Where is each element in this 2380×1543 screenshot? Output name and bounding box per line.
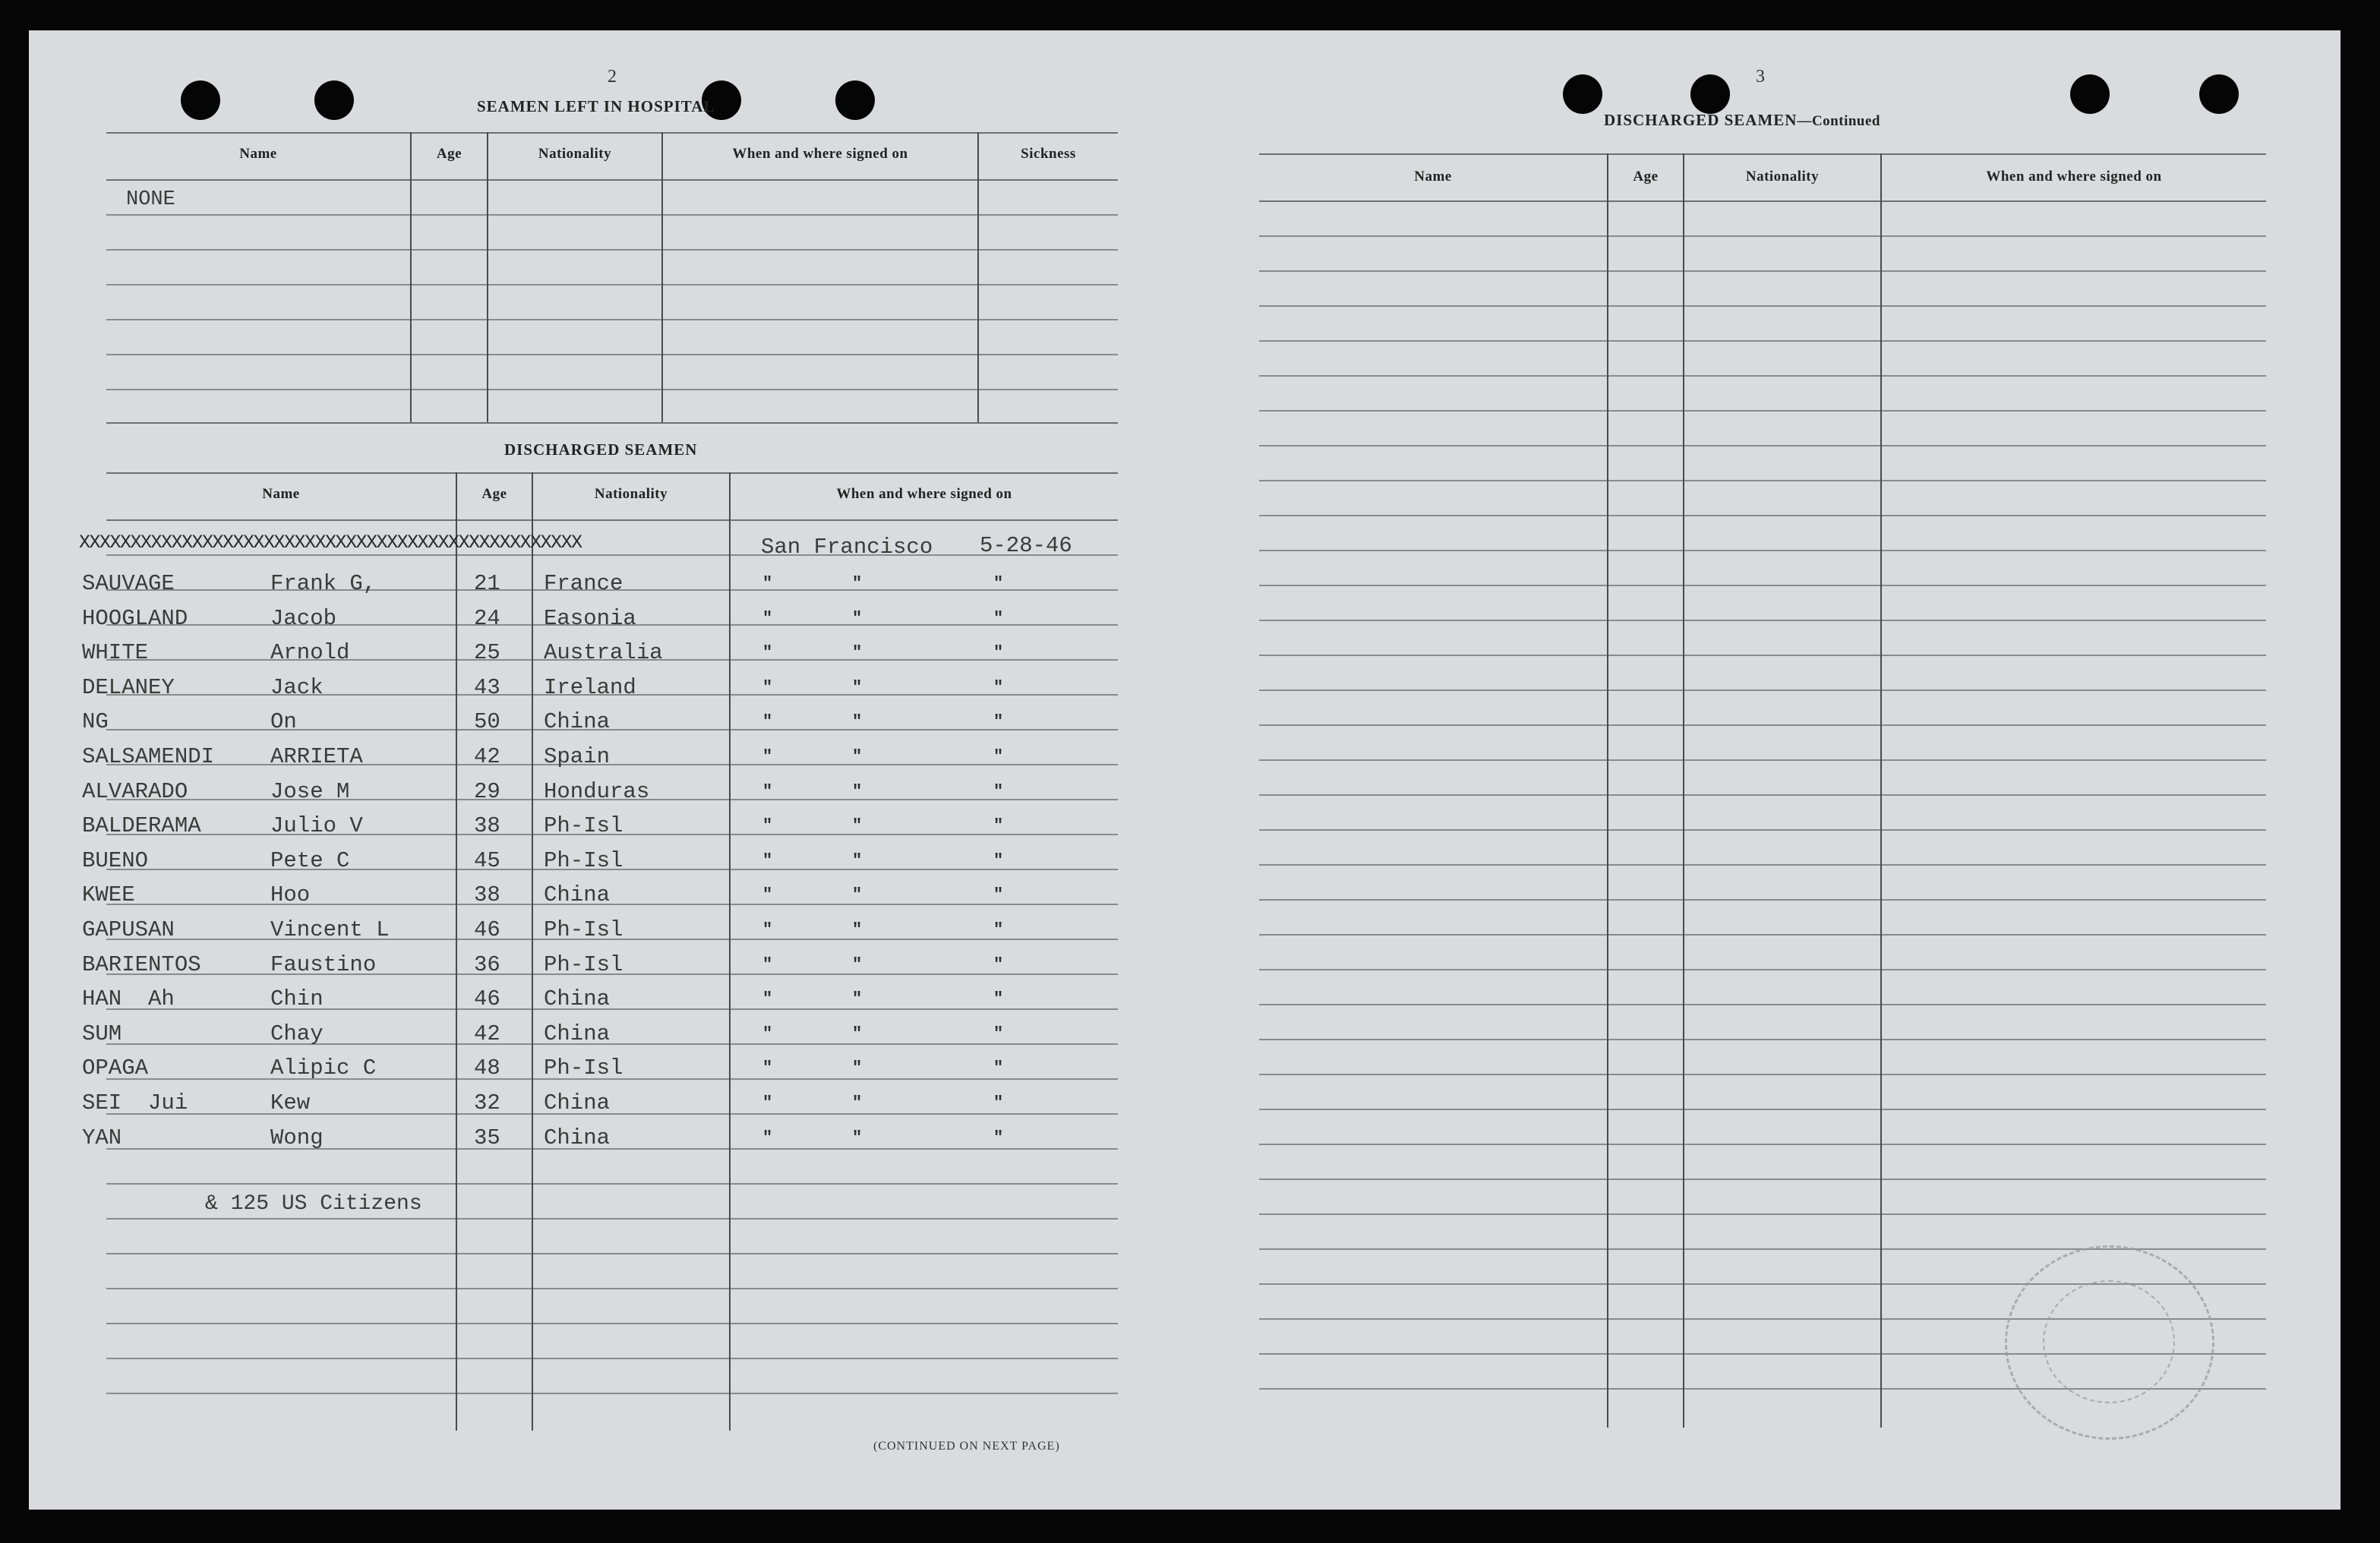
discharged-ruled-line: [106, 554, 1118, 556]
discharged-col-signed-on: When and where signed on: [836, 486, 1012, 502]
right-table-top-rule: [1259, 153, 2266, 155]
right-ruled-line: [1259, 1039, 2266, 1040]
discharged-col-divider: [456, 472, 457, 1431]
hospital-ruled-line: [106, 389, 1118, 390]
ditto-mark: ": [852, 920, 863, 939]
seaman-age: 38: [474, 882, 500, 907]
ditto-mark: ": [993, 747, 1004, 766]
discharged-ruled-line: [106, 1183, 1118, 1185]
discharged-section-title: DISCHARGED SEAMEN: [504, 440, 698, 459]
right-col-signed-on: When and where signed on: [1986, 169, 2162, 185]
ditto-mark: ": [852, 851, 863, 870]
hospital-col-signed-on: When and where signed on: [732, 146, 908, 162]
signed-on-place: San Francisco: [761, 535, 933, 560]
right-ruled-line: [1259, 864, 2266, 866]
discharged-col-divider: [532, 472, 533, 1431]
right-ruled-line: [1259, 375, 2266, 377]
seaman-nationality: Ph-Isl: [544, 917, 623, 942]
right-ruled-line: [1259, 305, 2266, 307]
ditto-mark: ": [993, 885, 1004, 904]
continued-title-main: DISCHARGED SEAMEN: [1604, 111, 1798, 129]
ditto-mark: ": [993, 955, 1004, 974]
seaman-nationality: Ph-Isl: [544, 848, 623, 873]
discharged-ruled-line: [106, 1288, 1118, 1289]
seaman-given-name: Jose M: [270, 779, 350, 804]
ditto-mark: ": [852, 678, 863, 697]
ditto-mark: ": [762, 955, 773, 974]
right-ruled-line: [1259, 585, 2266, 586]
ditto-mark: ": [852, 643, 863, 662]
ditto-mark: ": [762, 885, 773, 904]
seaman-nationality: China: [544, 709, 611, 734]
right-ruled-line: [1259, 724, 2266, 726]
right-ruled-line: [1259, 655, 2266, 656]
seaman-surname: ALVARADO: [82, 779, 188, 804]
seaman-age: 21: [474, 571, 500, 596]
seaman-surname: SUM: [82, 1021, 122, 1046]
seaman-nationality: Ireland: [544, 675, 636, 700]
right-ruled-line: [1259, 410, 2266, 412]
seaman-surname: BUENO: [82, 848, 149, 873]
seaman-nationality: Australia: [544, 640, 663, 665]
seaman-surname: HOOGLAND: [82, 606, 188, 631]
ditto-mark: ": [852, 782, 863, 801]
right-ruled-line: [1259, 899, 2266, 901]
ditto-mark: ": [993, 574, 1004, 593]
seaman-surname: SALSAMENDI: [82, 744, 215, 769]
seaman-given-name: Pete C: [270, 848, 350, 873]
punch-hole: [1690, 74, 1730, 114]
hospital-ruled-line: [106, 214, 1118, 216]
ditto-mark: ": [762, 574, 773, 593]
ditto-mark: ": [852, 1059, 863, 1078]
hospital-ruled-line: [106, 249, 1118, 251]
seaman-nationality: China: [544, 986, 611, 1011]
ditto-mark: ": [852, 747, 863, 766]
ditto-mark: ": [762, 816, 773, 835]
punch-hole: [314, 80, 354, 120]
discharged-ruled-line: [106, 904, 1118, 905]
seaman-age: 46: [474, 986, 500, 1011]
ditto-mark: ": [852, 955, 863, 974]
ditto-mark: ": [762, 1024, 773, 1043]
ditto-mark: ": [762, 989, 773, 1008]
ditto-mark: ": [993, 1093, 1004, 1112]
ditto-mark: ": [852, 989, 863, 1008]
seaman-surname: HAN Ah: [82, 986, 175, 1011]
seaman-surname: NG: [82, 709, 109, 734]
seaman-given-name: Julio V: [270, 813, 363, 838]
punch-hole: [835, 80, 875, 120]
punch-hole: [2199, 74, 2239, 114]
ditto-mark: ": [993, 851, 1004, 870]
discharged-table-top-rule: [106, 472, 1118, 474]
ditto-mark: ": [993, 1024, 1004, 1043]
ditto-mark: ": [993, 920, 1004, 939]
hospital-col-name: Name: [239, 146, 277, 162]
hospital-ruled-line: [106, 319, 1118, 320]
ditto-mark: ": [762, 643, 773, 662]
hospital-entry: NONE: [126, 188, 175, 211]
seaman-age: 42: [474, 1021, 500, 1046]
ditto-mark: ": [762, 1059, 773, 1078]
right-ruled-line: [1259, 620, 2266, 621]
discharged-ruled-line: [106, 1113, 1118, 1115]
right-ruled-line: [1259, 1179, 2266, 1180]
hospital-ruled-line: [106, 354, 1118, 355]
right-ruled-line: [1259, 689, 2266, 691]
hospital-col-divider: [487, 132, 488, 422]
seaman-given-name: Chay: [270, 1021, 324, 1046]
right-col-divider: [1880, 153, 1882, 1428]
hospital-col-age: Age: [436, 146, 462, 162]
seaman-surname: BARIENTOS: [82, 952, 201, 977]
seaman-surname: BALDERAMA: [82, 813, 201, 838]
seaman-given-name: Jacob: [270, 606, 337, 631]
hospital-col-divider: [661, 132, 663, 422]
seaman-given-name: Hoo: [270, 882, 311, 907]
seaman-nationality: Ph-Isl: [544, 1055, 623, 1081]
discharged-col-name: Name: [262, 486, 300, 502]
ditto-mark: ": [993, 1128, 1004, 1147]
right-ruled-line: [1259, 759, 2266, 761]
discharged-ruled-line: [106, 764, 1118, 765]
seaman-surname: GAPUSAN: [82, 917, 175, 942]
ditto-mark: ": [762, 920, 773, 939]
seaman-age: 32: [474, 1090, 500, 1115]
right-ruled-line: [1259, 794, 2266, 796]
ditto-mark: ": [852, 574, 863, 593]
punch-hole: [181, 80, 220, 120]
ditto-mark: ": [852, 1093, 863, 1112]
hospital-section-title: SEAMEN LEFT IN HOSPITAL: [477, 97, 715, 115]
faint-circular-stamp-inner: [2043, 1280, 2175, 1403]
hospital-col-sickness: Sickness: [1021, 146, 1076, 162]
discharged-ruled-line: [106, 1008, 1118, 1010]
seaman-age: 29: [474, 779, 500, 804]
ditto-mark: ": [762, 1093, 773, 1112]
seaman-given-name: ARRIETA: [270, 744, 363, 769]
right-ruled-line: [1259, 235, 2266, 237]
ditto-mark: ": [852, 816, 863, 835]
seaman-given-name: Jack: [270, 675, 324, 700]
seaman-age: 24: [474, 606, 500, 631]
right-ruled-line: [1259, 270, 2266, 272]
right-ruled-line: [1259, 934, 2266, 936]
hospital-ruled-line: [106, 284, 1118, 286]
struck-out-row: XXXXXXXXXXXXXXXXXXXXXXXXXXXXXXXXXXXXXXXXXXXXXXXXX: [79, 532, 582, 554]
seaman-given-name: On: [270, 709, 297, 734]
ditto-mark: ": [993, 678, 1004, 697]
seaman-surname: SEI Jui: [82, 1090, 188, 1115]
right-ruled-line: [1259, 445, 2266, 446]
continued-footer: (CONTINUED ON NEXT PAGE): [873, 1440, 1060, 1453]
seaman-surname: OPAGA: [82, 1055, 149, 1081]
seaman-nationality: China: [544, 1090, 611, 1115]
right-ruled-line: [1259, 1109, 2266, 1110]
seaman-surname: KWEE: [82, 882, 135, 907]
ditto-mark: ": [993, 1059, 1004, 1078]
ditto-mark: ": [993, 643, 1004, 662]
ditto-mark: ": [762, 851, 773, 870]
ditto-mark: ": [762, 712, 773, 731]
hospital-col-divider: [410, 132, 412, 422]
discharged-ruled-line: [106, 1393, 1118, 1394]
seaman-surname: WHITE: [82, 640, 149, 665]
ditto-mark: ": [762, 747, 773, 766]
right-ruled-line: [1259, 829, 2266, 831]
seaman-nationality: Ph-Isl: [544, 813, 623, 838]
ditto-mark: ": [852, 1024, 863, 1043]
ditto-mark: ": [762, 1128, 773, 1147]
seaman-given-name: Alipic C: [270, 1055, 377, 1081]
seaman-age: 48: [474, 1055, 500, 1081]
right-ruled-line: [1259, 969, 2266, 970]
ditto-mark: ": [852, 609, 863, 628]
page-number-left: 2: [608, 67, 617, 87]
punch-hole: [1563, 74, 1602, 114]
right-col-divider: [1607, 153, 1608, 1428]
seaman-nationality: France: [544, 571, 623, 596]
discharged-ruled-line: [106, 1323, 1118, 1324]
right-ruled-line: [1259, 340, 2266, 342]
discharged-ruled-line: [106, 1218, 1118, 1220]
seaman-surname: YAN: [82, 1125, 122, 1150]
seaman-given-name: Frank G,: [270, 571, 377, 596]
seaman-nationality: China: [544, 1125, 611, 1150]
seaman-nationality: China: [544, 882, 611, 907]
discharged-col-nationality: Nationality: [594, 486, 668, 502]
seaman-nationality: China: [544, 1021, 611, 1046]
ditto-mark: ": [762, 609, 773, 628]
punch-hole: [2070, 74, 2110, 114]
ditto-mark: ": [993, 609, 1004, 628]
right-ruled-line: [1259, 1074, 2266, 1075]
ditto-mark: ": [852, 712, 863, 731]
seaman-age: 50: [474, 709, 500, 734]
seaman-age: 35: [474, 1125, 500, 1150]
right-ruled-line: [1259, 480, 2266, 481]
signed-on-date: 5-28-46: [980, 533, 1072, 558]
ditto-mark: ": [852, 885, 863, 904]
seaman-surname: DELANEY: [82, 675, 175, 700]
hospital-table-bottom-rule: [106, 422, 1118, 424]
hospital-col-nationality: Nationality: [538, 146, 612, 162]
ditto-mark: ": [852, 1128, 863, 1147]
seaman-surname: SAUVAGE: [82, 571, 175, 596]
right-header-rule: [1259, 200, 2266, 202]
right-col-nationality: Nationality: [1745, 169, 1820, 185]
citizens-note: & 125 US Citizens: [205, 1192, 422, 1216]
right-col-name: Name: [1414, 169, 1452, 185]
discharged-ruled-line: [106, 1253, 1118, 1254]
discharged-ruled-line: [106, 1358, 1118, 1359]
seaman-age: 46: [474, 917, 500, 942]
seaman-age: 42: [474, 744, 500, 769]
hospital-header-rule: [106, 179, 1118, 181]
continued-title-suffix: —Continued: [1797, 113, 1880, 129]
seaman-given-name: Arnold: [270, 640, 350, 665]
seaman-nationality: Ph-Isl: [544, 952, 623, 977]
seaman-nationality: Spain: [544, 744, 611, 769]
right-ruled-line: [1259, 550, 2266, 551]
ditto-mark: ": [993, 816, 1004, 835]
page-number-right: 3: [1756, 67, 1765, 87]
discharged-col-age: Age: [481, 486, 507, 502]
discharged-ruled-line: [106, 1148, 1118, 1150]
discharged-ruled-line: [106, 729, 1118, 730]
ditto-mark: ": [993, 712, 1004, 731]
ditto-mark: ": [762, 782, 773, 801]
seaman-age: 45: [474, 848, 500, 873]
right-ruled-line: [1259, 1213, 2266, 1215]
seaman-given-name: Faustino: [270, 952, 377, 977]
right-col-divider: [1683, 153, 1684, 1428]
seaman-age: 43: [474, 675, 500, 700]
right-col-age: Age: [1633, 169, 1659, 185]
discharged-header-rule: [106, 519, 1118, 521]
hospital-table-top-rule: [106, 132, 1118, 134]
seaman-given-name: Kew: [270, 1090, 311, 1115]
continued-section-title: [1604, 111, 1880, 130]
ditto-mark: ": [762, 678, 773, 697]
seaman-given-name: Wong: [270, 1125, 324, 1150]
hospital-col-divider: [977, 132, 979, 422]
seaman-age: 36: [474, 952, 500, 977]
seaman-given-name: Chin: [270, 986, 324, 1011]
seaman-age: 38: [474, 813, 500, 838]
right-ruled-line: [1259, 1004, 2266, 1005]
seaman-given-name: Vincent L: [270, 917, 390, 942]
seaman-age: 25: [474, 640, 500, 665]
right-ruled-line: [1259, 515, 2266, 516]
right-ruled-line: [1259, 1144, 2266, 1145]
ditto-mark: ": [993, 782, 1004, 801]
seaman-nationality: Honduras: [544, 779, 650, 804]
discharged-ruled-line: [106, 1043, 1118, 1045]
seaman-nationality: Easonia: [544, 606, 636, 631]
ditto-mark: ": [993, 989, 1004, 1008]
discharged-col-divider: [729, 472, 731, 1431]
